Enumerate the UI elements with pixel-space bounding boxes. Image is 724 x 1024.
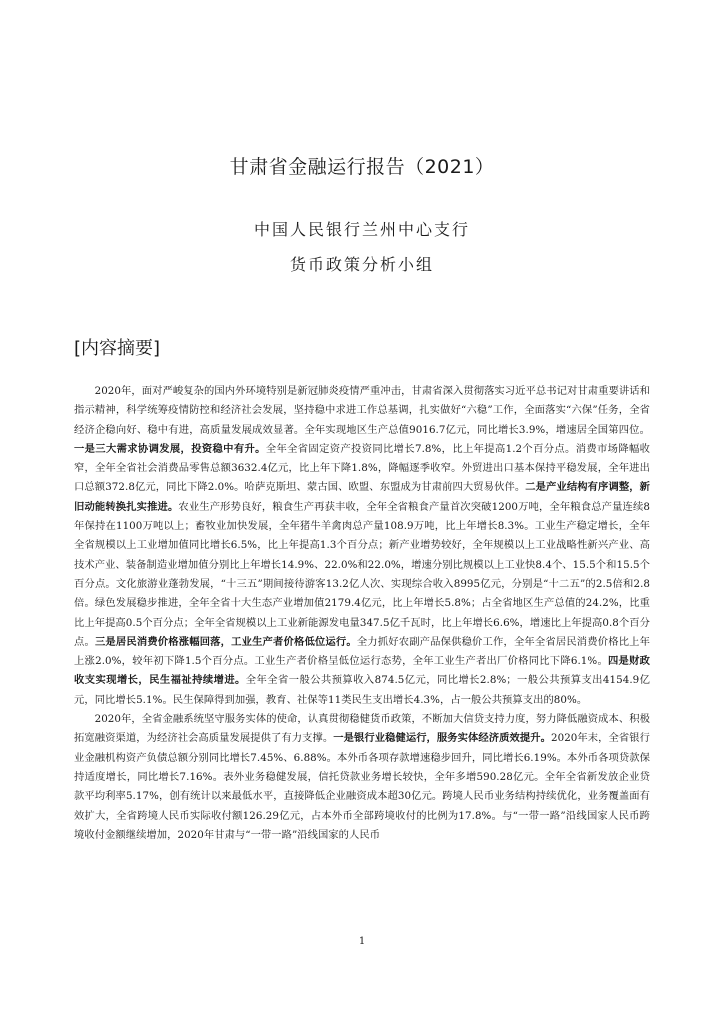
summary-paragraph-2 xyxy=(74,710,650,845)
paragraph-text: 农业生产形势良好，粮食生产再获丰收，全年全省粮食产量首次突破1200万吨，全年粮食总产量连续8年保持在1100万吨以上；畜牧业加快发展，全年猪牛羊禽肉总产量108.9万吨，比上年增长8.3%。工业生产稳定增长，全年全省规模以上工业增加值同比增长6.5%，比上年提高1.3个百分点；新产业增势较好，全年规模以上工业战略性新兴产业、高技术产业、装备制造业增加值分别比上年增长14.9%、22.0%和22.0%，增速分别比规模以上工业快8.4个、15.5个和15.5个百分点。文化旅游业蓬勃发展，“十三五”期间接待游客13.2亿人次、实现综合收入8995亿元，分别是“十二五”的2.5倍和2.8倍。绿色发展稳步推进，全年全省十大生态产业增加值2179.4亿元，比上年增长5.8%；占全省地区生产总值的24.2%，比重比上年提高0.5个百分点；全年全省规模以上工业新能源发电量347.5亿千瓦时，比上年增长6.6%，增速比上年提高0.8个百分点。 xyxy=(74,500,650,648)
summary-body xyxy=(74,382,650,845)
key-point-heading: 一是银行业稳健运行，服务实体经济质效提升。 xyxy=(333,732,551,745)
paragraph-text: 2020年，面对严峻复杂的国内外环境特别是新冠肺炎疫情严重冲击，甘肃省深入贯彻落实习近平总书记对甘肃重要讲话和指示精神，科学统筹疫情防控和经济社会发展，坚持稳中求进工作总基调，扎实做好“六稳”工作，全面落实“六保”任务，全省经济企稳向好、稳中有进，高质量发展成效显著。全年实现地区生产总值9016.7亿元，同比增长3.9%，增速居全国第四位。 xyxy=(74,385,650,436)
document-title: 甘肃省金融运行报告（2021） xyxy=(229,156,495,178)
paragraph-text: 全年全省固定资产投资同比增长7.8%，比上年提高1.2个百分点。消费市场降幅收窄，全年全省社会消费品零售总额3632.4亿元，比上年下降1.8%，降幅逐季收窄。外贸进出口基本保持平稳发展，全年进出口总额372.8亿元，同比下降2.0%。哈萨克斯坦、蒙古国、欧盟、东盟成为甘肃前四大贸易伙伴。 xyxy=(74,442,650,494)
paragraph-text: 2020年末，全省银行业金融机构资产负债总额分别同比增长7.45%、6.88%。本外币各项存款增速稳步回升，同比增长6.19%。本外币各项贷款保持适度增长，同比增长7.16%。表外业务稳健发展，信托贷款业务增长较快，全年多增590.28亿元。全年全省新发放企业贷款平均利率5.17%，创有统计以来最低水平，直接降低企业融资成本超30亿元。跨境人民币业务结构持续优化，业务覆盖面有效扩大，全省跨境人民币实际收付额126.29亿元，占本外币全部跨境收付的比例为17.8%。与“一带一路”沿线国家人民币跨境收付金额继续增加，2020年甘肃与“一带一路”沿线国家的人民币 xyxy=(74,732,650,841)
key-point-heading: 四是财政收支实现增长，民生福祉持续增进。 xyxy=(74,655,650,687)
section-heading-summary: [内容摘要] xyxy=(74,338,161,359)
paragraph-text: 全年全省一般公共预算收入874.5亿元，同比增长2.8%；一般公共预算支出4154.9亿元，同比增长5.1%。民生保障得到加强，教育、社保等11类民生支出增长4.3%，占一般公共预算支出的80%。 xyxy=(74,674,650,706)
key-point-heading: 三是居民消费价格涨幅回落，工业生产者价格低位运行。 xyxy=(94,635,357,648)
key-point-heading: 二是产业结构有序调整，新旧动能转换扎实推进。 xyxy=(74,481,650,513)
page-number: 1 xyxy=(358,936,366,947)
paragraph-text: 2020年，全省金融系统坚守服务实体的使命，认真贯彻稳健货币政策，不断加大信贷支持力度，努力降低融资成本、积极拓宽融资渠道，为经济社会高质量发展提供了有力支撑。 xyxy=(74,713,650,745)
summary-paragraph-1 xyxy=(74,382,650,710)
paragraph-text: 全力抓好农副产品保供稳价工作，全年全省居民消费价格比上年上涨2.0%，较年初下降1.5个百分点。工业生产者价格呈低位运行态势，全年工业生产者出厂价格同比下降6.1%。 xyxy=(74,635,650,668)
author-organization: 中国人民银行兰州中心支行 xyxy=(253,220,470,239)
author-group: 货币政策分析小组 xyxy=(289,255,434,274)
key-point-heading: 一是三大需求协调发展，投资稳中有升。 xyxy=(74,442,266,455)
